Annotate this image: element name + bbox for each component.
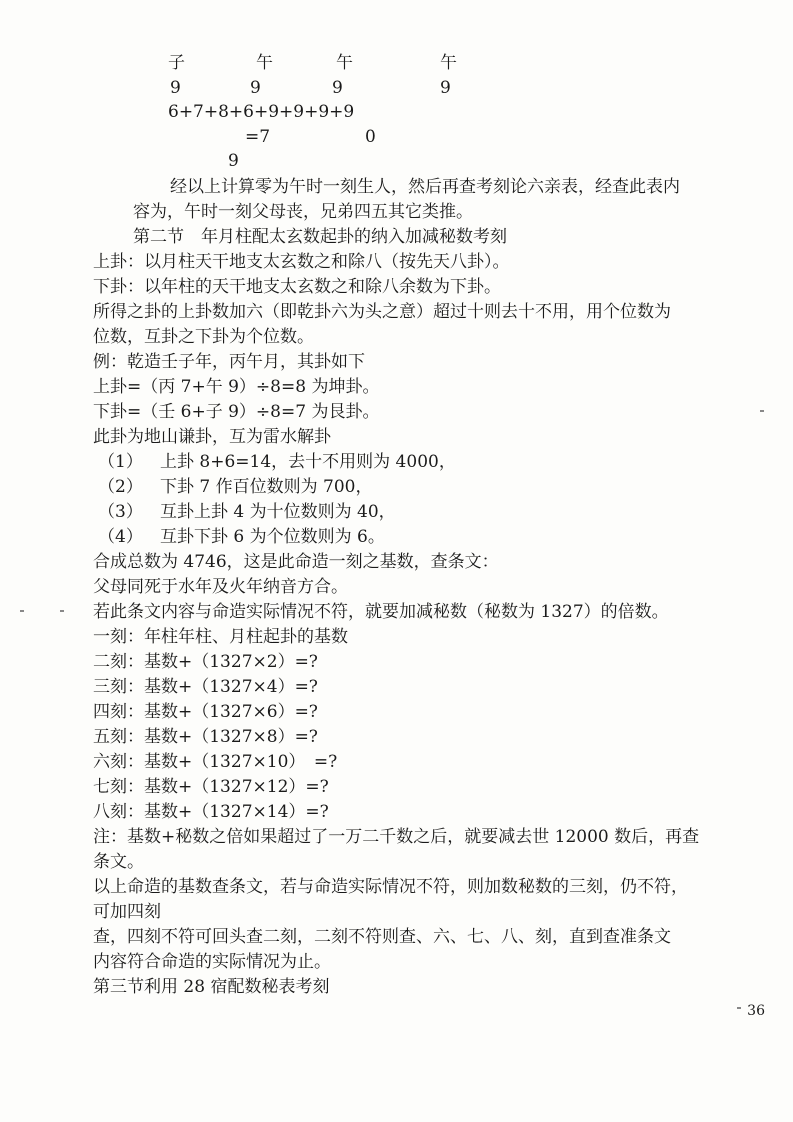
page-number: 36 xyxy=(747,1003,765,1019)
step-text-3: 互卦上卦 4 为十位数则为 40， xyxy=(160,502,396,522)
verse-line: 父母同死于水年及火年纳音方合。 xyxy=(93,577,348,597)
sum-expression: 6+7+8+6+9+9+9+9 xyxy=(168,102,355,122)
lower-rule: 下卦：以年柱的天干地支太玄数之和除八余数为下卦。 xyxy=(93,277,501,297)
value-3: 9 xyxy=(332,78,343,98)
branch-zi: 子 xyxy=(168,53,185,73)
ke-5: 五刻：基数+（1327×8）=? xyxy=(93,727,318,747)
remainder-zero: 0 xyxy=(365,127,376,147)
closing-line3: 查，四刻不符可回头查二刻，二刻不符则查、六、七、八、刻，直到查准条文 xyxy=(93,927,671,947)
sum-result: =7 xyxy=(245,127,271,147)
adjust-line: 若此条文内容与命造实际情况不符，就要加减秘数（秘数为 1327）的倍数。 xyxy=(93,602,669,622)
value-2: 9 xyxy=(250,78,261,98)
hexagram-line: 此卦为地山谦卦，互为雷水解卦 xyxy=(93,427,331,447)
para1-line2: 容为，午时一刻父母丧，兄弟四五其它类推。 xyxy=(133,202,473,222)
scan-speck xyxy=(60,610,64,612)
branch-wu-3: 午 xyxy=(440,53,457,73)
method-line2: 位数，互卦之下卦为个位数。 xyxy=(93,327,314,347)
total-line: 合成总数为 4746，这是此命造一刻之基数，查条文： xyxy=(93,552,499,572)
scan-speck xyxy=(737,1007,741,1009)
example-intro: 例：乾造壬子年，丙午月，其卦如下 xyxy=(93,352,365,372)
closing-line1: 以上命造的基数查条文，若与命造实际情况不符，则加数秘数的三刻，仍不符， xyxy=(93,877,688,897)
calc-upper: 上卦=（丙 7+午 9）÷8=8 为坤卦。 xyxy=(93,377,380,397)
para1-line1: 经以上计算零为午时一刻生人，然后再查考刻论六亲表，经查此表内 xyxy=(170,177,680,197)
closing-line2: 可加四刻 xyxy=(93,902,161,922)
nine-note: 9 xyxy=(228,151,239,171)
ke-3: 三刻：基数+（1327×4）=? xyxy=(93,677,318,697)
note-line1: 注：基数+秘数之倍如果超过了一万二千数之后，就要减去世 12000 数后，再查 xyxy=(93,827,700,847)
step-num-3: （3） xyxy=(98,502,143,522)
closing-line4: 内容符合命造的实际情况为止。 xyxy=(93,952,331,972)
upper-rule: 上卦：以月柱天干地支太玄数之和除八（按先天八卦）。 xyxy=(93,252,510,272)
calc-lower: 下卦=（壬 6+子 9）÷8=7 为艮卦。 xyxy=(93,402,380,422)
step-num-2: （2） xyxy=(98,477,143,497)
ke-2: 二刻：基数+（1327×2）=? xyxy=(93,652,318,672)
step-text-2: 下卦 7 作百位数则为 700， xyxy=(160,477,373,497)
section3-title: 第三节利用 28 宿配数秘表考刻 xyxy=(93,977,330,997)
ke-6: 六刻：基数+（1327×10） =? xyxy=(93,752,338,772)
ke-7: 七刻：基数+（1327×12）=? xyxy=(93,777,329,797)
scan-speck xyxy=(20,610,24,612)
ke-8: 八刻：基数+（1327×14）=? xyxy=(93,802,329,822)
ke-4: 四刻：基数+（1327×6）=? xyxy=(93,702,318,722)
section2-title: 第二节 年月柱配太玄数起卦的纳入加减秘数考刻 xyxy=(133,227,507,247)
method-line1: 所得之卦的上卦数加六（即乾卦六为头之意）超过十则去十不用，用个位数为 xyxy=(93,302,671,322)
value-1: 9 xyxy=(170,78,181,98)
branch-wu-1: 午 xyxy=(256,53,273,73)
scan-speck xyxy=(760,410,764,412)
branch-wu-2: 午 xyxy=(336,53,353,73)
step-text-4: 互卦下卦 6 为个位数则为 6。 xyxy=(160,527,385,547)
step-text-1: 上卦 8+6=14，去十不用则为 4000， xyxy=(160,452,456,472)
note-line2: 条文。 xyxy=(93,852,144,872)
ke-1: 一刻：年柱年柱、月柱起卦的基数 xyxy=(93,627,348,647)
step-num-1: （1） xyxy=(98,452,143,472)
step-num-4: （4） xyxy=(98,527,143,547)
value-4: 9 xyxy=(440,78,451,98)
